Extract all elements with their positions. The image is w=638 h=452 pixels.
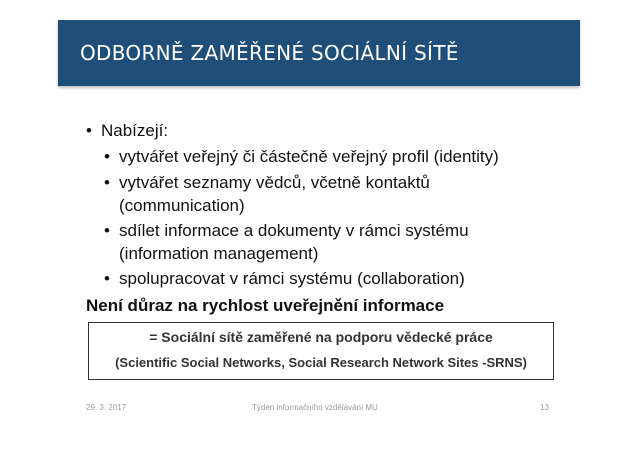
title-banner bbox=[58, 20, 580, 86]
footer-date: 29. 3. 2017 bbox=[86, 403, 127, 412]
srns-definition: = Sociální sítě zaměřené na podporu vědecké práce bbox=[149, 329, 493, 345]
page-number: 13 bbox=[540, 403, 549, 412]
list-item: vytvářet veřejný či částečně veřejný profil (identity) bbox=[119, 147, 499, 166]
bullet-dot: • bbox=[104, 221, 110, 240]
bullet-dot: • bbox=[86, 121, 92, 140]
list-item-continuation: (information management) bbox=[119, 244, 319, 263]
srns-definition-box bbox=[88, 322, 554, 380]
list-item: sdílet informace a dokumenty v rámci systému bbox=[119, 221, 469, 240]
bullet-dot: • bbox=[104, 147, 110, 166]
list-item: vytvářet seznamy vědců, včetně kontaktů bbox=[119, 173, 430, 192]
bullet-dot: • bbox=[104, 269, 110, 288]
list-item: spolupracovat v rámci systému (collaboration) bbox=[119, 269, 465, 288]
intro-text: Nabízejí: bbox=[101, 121, 169, 140]
bullet-dot: • bbox=[104, 173, 110, 192]
emphasis-statement: Není důraz na rychlost uveřejnění informace bbox=[86, 296, 445, 315]
slide-title: ODBORNĚ ZAMĚŘENÉ SOCIÁLNÍ SÍTĚ bbox=[80, 41, 459, 65]
list-item-continuation: (communication) bbox=[119, 196, 245, 215]
srns-full-name: (Scientific Social Networks, Social Research Network Sites -SRNS) bbox=[115, 355, 527, 370]
footer-event: Týden informačního vzdělávání MU bbox=[252, 403, 378, 412]
